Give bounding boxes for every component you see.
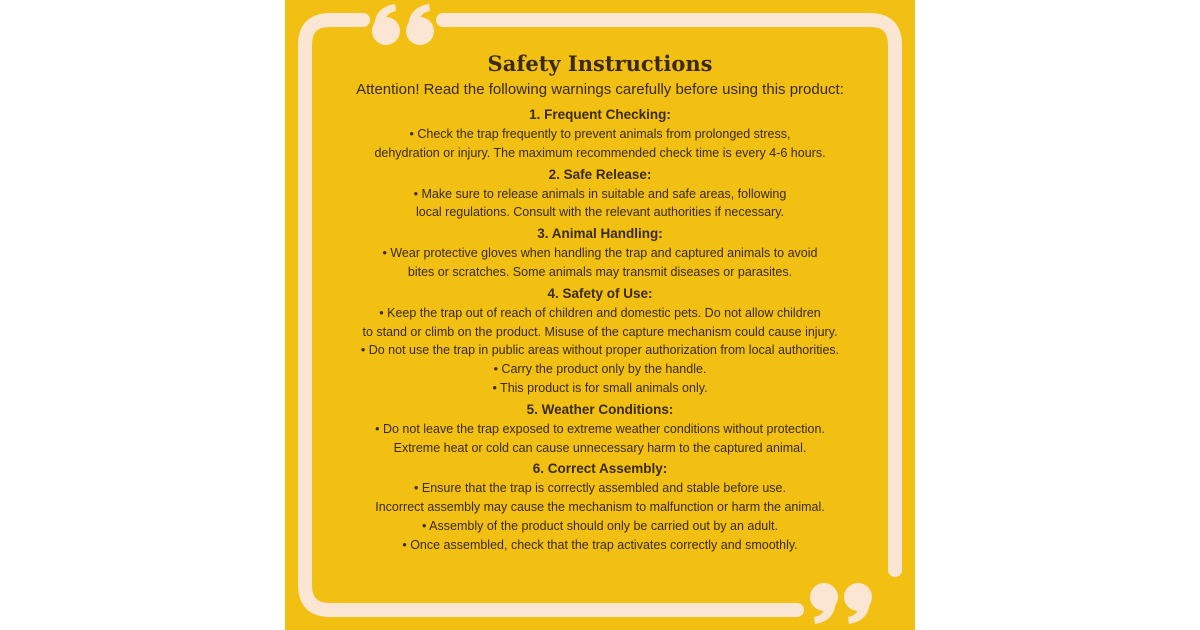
instruction-line: bites or scratches. Some animals may transmit diseases or parasites. [407,264,793,279]
open-quote-icon [372,4,434,45]
section-heading: 4. Safety of Use: [547,285,653,301]
instruction-line: • Check the trap frequently to prevent animals from prolonged stress, [409,127,791,141]
section-heading: 5. Weather Conditions: [526,401,674,417]
section-animal-handling [325,224,875,282]
instruction-line: • Do not use the trap in public areas without proper authorization from local authorities. [360,343,840,358]
instruction-line: • Carry the product only by the handle. [493,362,707,377]
instruction-line: • Wear protective gloves when handling the trap and captured animals to avoid [382,246,818,261]
instructions-content [325,50,875,555]
section-safe-release [325,165,875,223]
instruction-line: • Do not leave the trap exposed to extreme weather conditions without protection. [375,421,825,436]
section-safety-of-use [325,284,875,398]
section-weather-conditions [325,400,875,458]
instruction-line: local regulations. Consult with the relevant authorities if necessary. [415,205,784,220]
instruction-line: Extreme heat or cold can cause unnecessary harm to the captured animal. [393,440,807,455]
section-heading: 3. Animal Handling: [537,226,663,242]
instruction-line: • Ensure that the trap is correctly assembled and stable before use. [414,481,786,496]
instruction-line: • Once assembled, check that the trap activates correctly and smoothly. [402,537,798,552]
instruction-line: dehydration or injury. The maximum recommended check time is every 4-6 hours. [374,145,826,160]
page-title: Safety Instructions [487,51,713,76]
instruction-line: Incorrect assembly may cause the mechanism to malfunction or harm the animal. [375,500,825,515]
attention-subtitle: Attention! Read the following warnings carefully before using this product: [356,81,844,98]
instruction-line: • Assembly of the product should only be carried out by an adult. [422,518,778,533]
close-quote-icon [810,583,872,624]
section-correct-assembly [325,459,875,554]
instruction-line: • This product is for small animals only. [492,380,708,395]
section-frequent-checking [325,105,875,163]
safety-card [285,0,915,630]
section-heading: 6. Correct Assembly: [532,461,668,477]
instruction-line: • Make sure to release animals in suitable and safe areas, following [413,186,787,201]
instruction-line: • Keep the trap out of reach of children and domestic pets. Do not allow children [379,305,821,320]
section-heading: 1. Frequent Checking: [529,107,671,122]
instruction-line: to stand or climb on the product. Misuse of the capture mechanism could cause injury. [362,324,838,339]
section-heading: 2. Safe Release: [548,166,652,182]
